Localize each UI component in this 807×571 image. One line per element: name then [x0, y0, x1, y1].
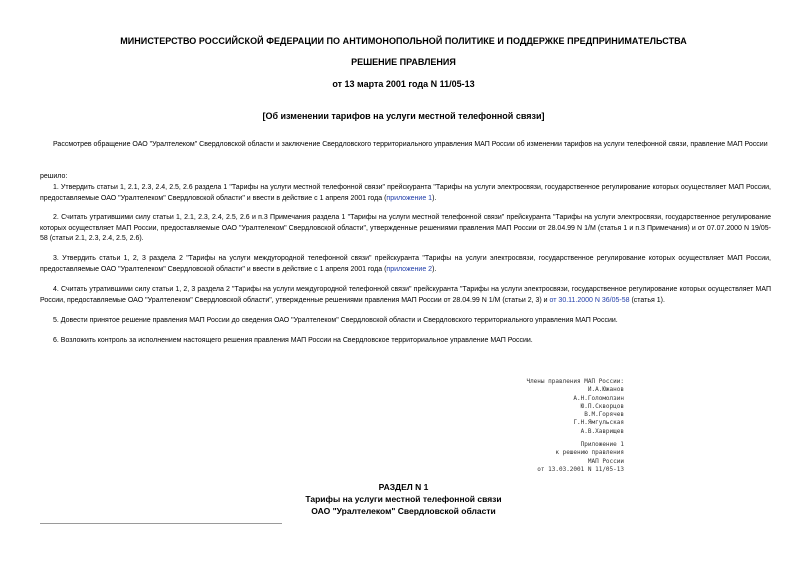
item-3-text: 3. Утвердить статьи 1, 2, 3 раздела 2 "Тарифы на услуги междугородной телефонной связи" прейскуранта "Тарифы на услуги электросвязи, государственное регулирование которых осуществляет МАП России, предоставляемые ОАО "Уралтелеком" Свердловской области" и ввести в действие с 1 апреля 2001 года (: [40, 255, 771, 273]
member-name: Ю.П.Скворцов: [580, 402, 624, 410]
intro-text: Рассмотрев обращение ОАО "Уралтелеком" Свердловской области и заключение Свердловского территориального управления МАП России об изменении тарифов на услуги телефонной связи, правление МАП России: [53, 141, 768, 148]
item-3-tail: ).: [432, 265, 437, 273]
item-6-text: 6. Возложить контроль за исполнением настоящего решения правления МАП России на Свердловское территориальное управление МАП России.: [53, 337, 533, 344]
decision-2000-link[interactable]: от 30.11.2000 N 36/05-58: [549, 296, 630, 304]
appendix-line: к решению правления: [555, 449, 624, 457]
appendix-line: от 13.03.2001 N 11/05-13: [537, 465, 624, 473]
item-5: [40, 316, 771, 327]
section-number: РАЗДЕЛ N 1: [378, 482, 429, 492]
item-4-text: 4. Считать утратившими силу статьи 1, 2, 3 раздела 2 "Тарифы на услуги междугородной телефонной связи" прейскуранта "Тарифы на услуги электросвязи, государственное регулирование которых осуществляет МАП России, предоставляемые ОАО "Уралтелеком" Свердловской области", утвержденные решениями правления МАП России от 28.04.99 N 1/М (статьи 2, 3) и: [40, 286, 771, 304]
item-1: [40, 183, 771, 204]
intro-paragraph: [40, 140, 771, 151]
item-6: [40, 336, 771, 347]
appendix-line: МАП России: [587, 457, 624, 465]
member-name: А.В.Хаврищев: [580, 427, 624, 435]
members-heading: Члены правления МАП России:: [526, 378, 624, 385]
item-2: [40, 213, 771, 245]
ministry-title: МИНИСТЕРСТВО РОССИЙСКОЙ ФЕДЕРАЦИИ ПО АНТИМОНОПОЛЬНОЙ ПОЛИТИКЕ И ПОДДЕРЖКЕ ПРЕДПРИНИМАТЕЛЬСТВА: [120, 36, 687, 46]
resolved-label: решило:: [40, 173, 68, 180]
decision-title: РЕШЕНИЕ ПРАВЛЕНИЯ: [351, 57, 456, 67]
section-operator: ОАО "Уралтелеком" Свердловской области: [311, 506, 496, 516]
item-2-text: 2. Считать утратившими силу статьи 1, 2.1, 2.3, 2.4, 2.5, 2.6 и п.3 Примечания раздела 1 "Тарифы на услуги местной телефонной связи" прейскуранта "Тарифы на услуги электросвязи, государственное регулирование которых осуществляет МАП России, предоставляемые ОАО "Уралтелеком" Свердловской области", утвержденные решениями правления МАП России от 28.04.99 N 1/М (статья 1 и п.3 Примечания) и от 07.07.2000 N 19/05-58 (статьи 2.1, 2.3, 2.4, 2.5, 2.6).: [40, 214, 771, 242]
item-4-tail: (статья 1).: [629, 296, 665, 304]
item-1-tail: ).: [432, 194, 437, 202]
appendix-note: [537, 441, 624, 474]
member-name: Г.Н.Ямгульская: [573, 419, 624, 427]
item-3: [40, 254, 771, 275]
board-members-block: [526, 378, 624, 436]
member-name: А.Н.Голомолзин: [573, 394, 624, 402]
appendix-2-link[interactable]: приложение 2: [386, 265, 433, 273]
appendix-1-link[interactable]: приложение 1: [386, 194, 433, 202]
decision-date: от 13 марта 2001 года N 11/05-13: [332, 79, 475, 89]
section-title: Тарифы на услуги местной телефонной связи: [305, 494, 502, 504]
decision-subject: [Об изменении тарифов на услуги местной телефонной связи]: [262, 111, 545, 121]
appendix-line: Приложение 1: [580, 441, 624, 448]
item-5-text: 5. Довести принятое решение правления МАП России до сведения ОАО "Уралтелеком" Свердловской области и Свердловского территориального управления МАП России.: [53, 317, 618, 324]
item-4: [40, 285, 771, 306]
footnote-divider: [40, 523, 282, 524]
member-name: И.А.Южанов: [587, 386, 624, 394]
member-name: В.М.Горячев: [584, 411, 624, 419]
item-1-text: 1. Утвердить статьи 1, 2.1, 2.3, 2.4, 2.5, 2.6 раздела 1 "Тарифы на услуги местной телефонной связи" прейскуранта "Тарифы на услуги электросвязи, государственное регулирование которых осуществляет МАП России, предоставляемые ОАО "Уралтелеком" Свердловской области" и ввести в действие с 1 апреля 2001 года (: [40, 184, 771, 202]
